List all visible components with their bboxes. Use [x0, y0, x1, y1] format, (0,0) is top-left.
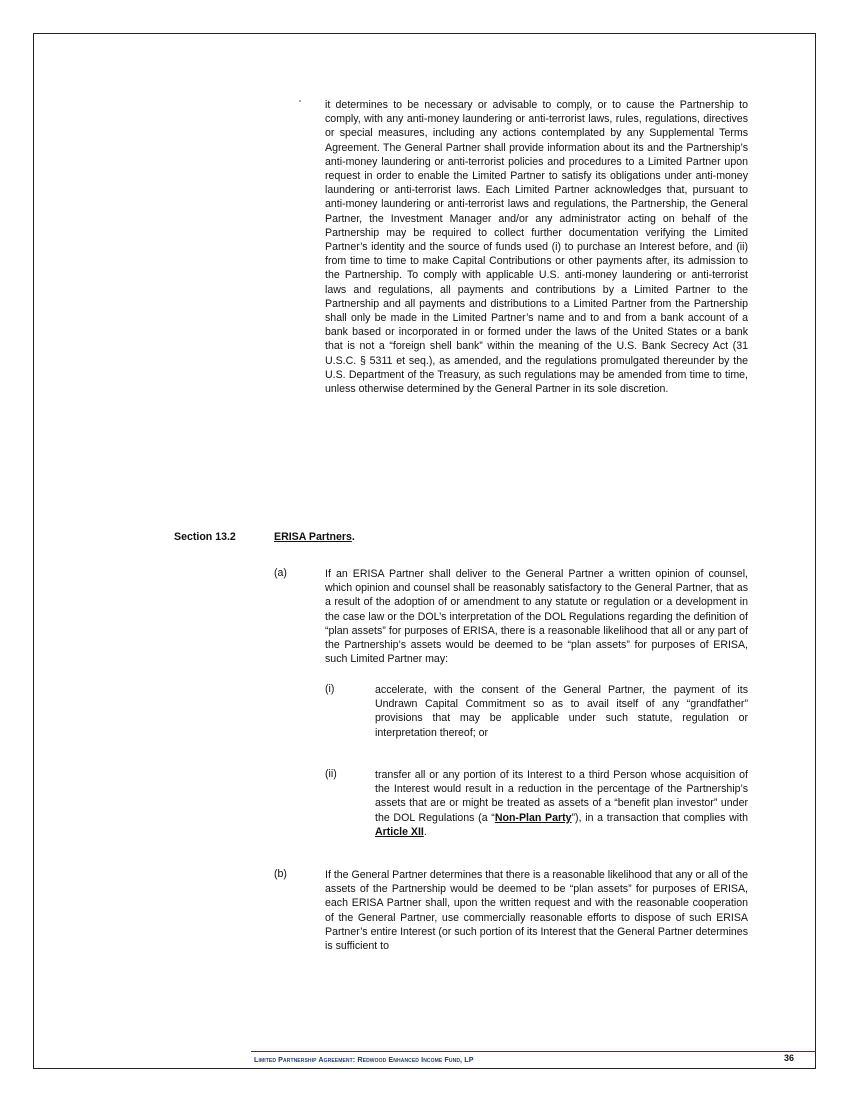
article-xii-reference: Article XII	[375, 825, 424, 838]
clause-i-label: (i)	[325, 683, 335, 695]
section-heading	[274, 531, 355, 543]
page-number: 36	[783, 1053, 794, 1063]
clause-ii-text	[375, 768, 748, 839]
section-number: Section 13.2	[174, 531, 236, 543]
stray-mark	[299, 100, 301, 102]
section-title: ERISA Partners	[274, 531, 352, 543]
clause-b-label: (b)	[274, 868, 287, 880]
clause-i-text: accelerate, with the consent of the General Partner, the payment of its Undrawn Capital Commitment so as to avail itself of any “grandfather” provisions that may be applicable under such statute, regulation or interpretation thereof; or	[375, 684, 748, 739]
clause-ii-label: (ii)	[325, 768, 337, 780]
clause-ii-text-middle: ”), in a transaction that complies with	[571, 811, 748, 824]
clause-ii-text-before: transfer all or any portion of its Interest to a third Person whose acquisition of the Interest would result in a reduction in the percentage of the Partnership’s assets that are or might be treated as assets of a “benefit plan investor” under the DOL Regulations (a “	[375, 769, 748, 824]
continuation-paragraph: it determines to be necessary or advisable to comply, or to cause the Partnership to comply, with any anti-money laundering or anti-terrorist laws, rules, regulations, directives or special measures, including any actions contemplated by any Supplemental Terms Agreement. The General Partner shall provide information about its and the Partnership’s anti-money laundering or anti-terrorist policies and procedures to a Limited Partner upon request in order to enable the Limited Partner to satisfy its obligations under anti-money laundering or anti-terrorist laws. Each Limited Partner acknowledges that, pursuant to anti-money laundering or anti-terrorist laws and regulations, the Partnership, the General Partner, the Investment Manager and/or any administrator acting on behalf of the Partnership may be required to collect further documentation verifying the Limited Partner’s identity and the source of funds used (i) to purchase an Interest before, and (ii) from time to time to make Capital Contributions or other payments after, its admission to the Partnership. To comply with applicable U.S. anti-money laundering or anti-terrorist laws and regulations, all payments and contributions by a Limited Partner to the Partnership and all payments and distributions to a Limited Partner from the Partnership shall only be made in the Limited Partner’s name and to and from a bank account of a bank based or incorporated in or formed under the laws of the United States or a bank that is not a “foreign shell bank” within the meaning of the U.S. Bank Secrecy Act (31 U.S.C. § 5311 et seq.), as amended, and the regulations promulgated thereunder by the U.S. Department of the Treasury, as such regulations may be amended from time to time, unless otherwise determined by the General Partner in its sole discretion.	[325, 99, 748, 396]
clause-a-label: (a)	[274, 567, 287, 579]
defined-term-non-plan-party: Non-Plan Party	[494, 811, 572, 824]
clause-b-text: If the General Partner determines that there is a reasonable likelihood that any or all of the assets of the Partnership would be deemed to be “plan assets” for purposes of ERISA, each ERISA Partner shall, upon the written request and with the reasonable cooperation of the General Partner, use commercially reasonable efforts to dispose of such ERISA Partner’s entire Interest (or such portion of its Interest that the General Partner determines is sufficient to	[325, 869, 748, 953]
footer-title: Limited Partnership Agreement: Redwood Enhanced Income Fund, LP	[254, 1055, 474, 1064]
page-footer	[251, 1051, 816, 1065]
section-title-period: .	[351, 531, 355, 543]
clause-a-text: If an ERISA Partner shall deliver to the General Partner a written opinion of counsel, which opinion and counsel shall be reasonably satisfactory to the General Partner, that as a result of the adoption of or amendment to any statute or regulation or a development in the case law or the DOL’s interpretation of the DOL Regulations regarding the definition of “plan assets” for purposes of ERISA, there is a reasonable likelihood that all or any part of the Partnership’s assets would be deemed to be “plan assets” for purposes of ERISA, such Limited Partner may:	[325, 568, 748, 666]
clause-ii-text-end: .	[423, 825, 427, 838]
